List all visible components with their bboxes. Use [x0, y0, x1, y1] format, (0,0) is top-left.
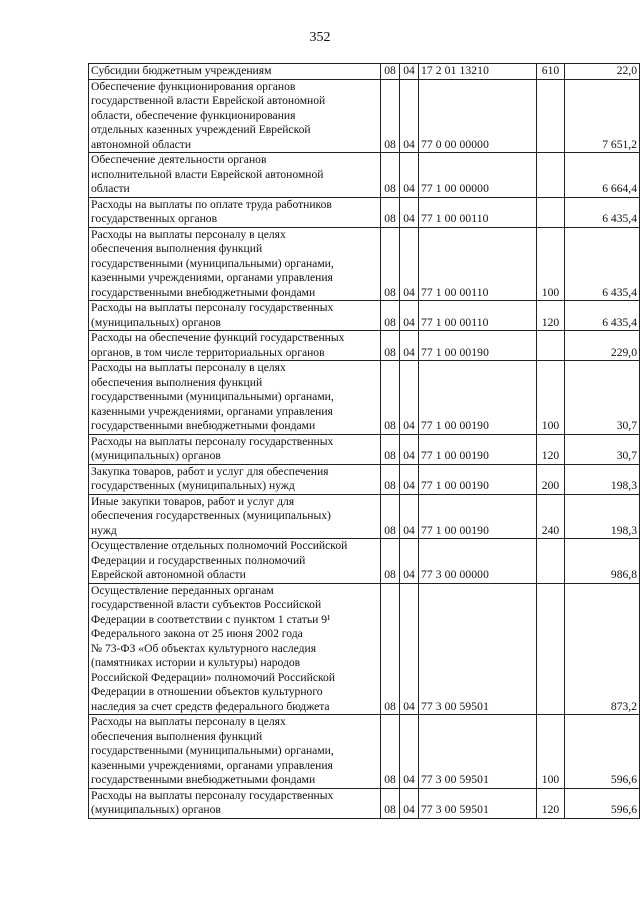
- expense-name: [89, 331, 381, 361]
- expense-type-code: 120: [537, 301, 565, 331]
- target-article-code: 77 1 00 00110: [419, 227, 537, 301]
- table-row: [89, 361, 640, 435]
- expense-name-text: Расходы на выплаты персоналу государственных (муниципальных) органов: [91, 434, 334, 462]
- expense-type-code: [537, 539, 565, 584]
- expense-name: [89, 434, 381, 464]
- target-article-code: 77 0 00 00000: [419, 79, 537, 153]
- expense-name-text: Расходы на выплаты персоналу в целях обеспечения выполнения функций государственными (муниципальными) органами, казенными учреждениями, органами управления государственными внебюджетными фондами: [91, 227, 334, 299]
- section-code: 08: [381, 715, 400, 789]
- expense-type-code: 120: [537, 788, 565, 818]
- amount: 6 435,4: [565, 197, 640, 227]
- expense-name: [89, 494, 381, 539]
- expense-type-code: [537, 583, 565, 715]
- subsection-code: 04: [400, 539, 419, 584]
- expense-name: [89, 788, 381, 818]
- amount: 986,8: [565, 539, 640, 584]
- expense-name: [89, 301, 381, 331]
- table-row: [89, 197, 640, 227]
- table-row: [89, 227, 640, 301]
- expense-name-text: Расходы на выплаты персоналу в целях обеспечения выполнения функций государственными (муниципальными) органами, казенными учреждениями, органами управления государственными внебюджетными фондами: [91, 715, 334, 786]
- subsection-code: 04: [400, 197, 419, 227]
- target-article-code: 77 1 00 00110: [419, 301, 537, 331]
- page-number: 352: [309, 30, 331, 45]
- amount: 873,2: [565, 583, 640, 715]
- subsection-code: 04: [400, 79, 419, 153]
- section-code: 08: [381, 153, 400, 198]
- expense-type-code: 100: [537, 715, 565, 789]
- amount: 229,0: [565, 331, 640, 361]
- expense-type-code: 120: [537, 434, 565, 464]
- target-article-code: 77 1 00 00190: [419, 361, 537, 435]
- subsection-code: 04: [400, 153, 419, 198]
- target-article-code: 77 3 00 59501: [419, 788, 537, 818]
- section-code: 08: [381, 494, 400, 539]
- target-article-code: 77 1 00 00110: [419, 197, 537, 227]
- expense-name-text: Расходы на выплаты персоналу в целях обеспечения выполнения функций государственными (муниципальными) органами, казенными учреждениями, органами управления государственными внебюджетными фондами: [91, 361, 334, 432]
- target-article-code: 77 1 00 00000: [419, 153, 537, 198]
- target-article-code: 77 3 00 59501: [419, 715, 537, 789]
- expense-name-text: Осуществление переданных органам государственной власти субъектов Российской Федерации в соответствии с пунктом 1 статьи 9¹ Федерального закона от 25 июня 2002 года № 73-ФЗ «Об объектах культурного наследия (памятниках истории и культуры) народов Российской Федерации» полномочий Российской Федерации в отношении объектов культурного наследия за счет средств федерального бюджета: [91, 583, 336, 713]
- expense-type-code: [537, 153, 565, 198]
- expense-type-code: [537, 197, 565, 227]
- table-row: [89, 715, 640, 789]
- expense-name: [89, 79, 381, 153]
- subsection-code: 04: [400, 361, 419, 435]
- table-row: [89, 64, 640, 80]
- expense-name-text: Иные закупки товаров, работ и услуг для обеспечения государственных (муниципальных) нужд: [91, 494, 331, 537]
- amount: 6 435,4: [565, 227, 640, 301]
- target-article-code: 77 1 00 00190: [419, 331, 537, 361]
- expense-name-text: Закупка товаров, работ и услуг для обеспечения государственных (муниципальных) нужд: [91, 464, 329, 492]
- amount: 7 651,2: [565, 79, 640, 153]
- subsection-code: 04: [400, 227, 419, 301]
- section-code: 08: [381, 197, 400, 227]
- section-code: 08: [381, 583, 400, 715]
- subsection-code: 04: [400, 64, 419, 80]
- expense-name-text: Обеспечение функционирования органов государственной власти Еврейской автономной области, обеспечение функционирования отдельных казенных учреждений Еврейской автономной области: [91, 79, 326, 151]
- subsection-code: 04: [400, 583, 419, 715]
- amount: 30,7: [565, 434, 640, 464]
- table-row: [89, 301, 640, 331]
- table-row: [89, 788, 640, 818]
- expense-type-code: 610: [537, 64, 565, 80]
- amount: 6 435,4: [565, 301, 640, 331]
- amount: 596,6: [565, 788, 640, 818]
- expense-type-code: 240: [537, 494, 565, 539]
- target-article-code: 77 3 00 59501: [419, 583, 537, 715]
- target-article-code: 77 3 00 00000: [419, 539, 537, 584]
- amount: 22,0: [565, 64, 640, 80]
- expense-name: [89, 227, 381, 301]
- table-row: [89, 79, 640, 153]
- expense-name-text: Субсидии бюджетным учреждениям: [91, 64, 272, 77]
- amount: 596,6: [565, 715, 640, 789]
- section-code: 08: [381, 331, 400, 361]
- expense-name-text: Расходы на выплаты по оплате труда работников государственных органов: [91, 197, 332, 225]
- table-row: [89, 583, 640, 715]
- expense-name: [89, 539, 381, 584]
- table-row: [89, 539, 640, 584]
- section-code: 08: [381, 539, 400, 584]
- section-code: 08: [381, 434, 400, 464]
- expense-name-text: Расходы на обеспечение функций государственных органов, в том числе территориальных органов: [91, 331, 345, 359]
- table-row: [89, 153, 640, 198]
- expense-name: [89, 464, 381, 494]
- target-article-code: 77 1 00 00190: [419, 464, 537, 494]
- table-row: [89, 464, 640, 494]
- expense-type-code: 100: [537, 227, 565, 301]
- subsection-code: 04: [400, 464, 419, 494]
- expense-name-text: Расходы на выплаты персоналу государственных (муниципальных) органов: [91, 301, 334, 329]
- subsection-code: 04: [400, 715, 419, 789]
- table-row: [89, 494, 640, 539]
- section-code: 08: [381, 361, 400, 435]
- amount: 6 664,4: [565, 153, 640, 198]
- expense-type-code: [537, 79, 565, 153]
- section-code: 08: [381, 301, 400, 331]
- section-code: 08: [381, 64, 400, 80]
- expense-name-text: Осуществление отдельных полномочий Российской Федерации и государственных полномочий Еврейской автономной области: [91, 539, 348, 581]
- target-article-code: 17 2 01 13210: [419, 64, 537, 80]
- subsection-code: 04: [400, 331, 419, 361]
- budget-table-body: [89, 64, 640, 819]
- budget-table: [88, 63, 640, 819]
- target-article-code: 77 1 00 00190: [419, 494, 537, 539]
- expense-name: [89, 153, 381, 198]
- section-code: 08: [381, 227, 400, 301]
- table-row: [89, 331, 640, 361]
- subsection-code: 04: [400, 788, 419, 818]
- expense-name: [89, 64, 381, 80]
- expense-name-text: Обеспечение деятельности органов исполнительной власти Еврейской автономной области: [91, 153, 324, 195]
- expense-name: [89, 583, 381, 715]
- subsection-code: 04: [400, 434, 419, 464]
- amount: 198,3: [565, 494, 640, 539]
- expense-name-text: Расходы на выплаты персоналу государственных (муниципальных) органов: [91, 788, 334, 816]
- amount: 30,7: [565, 361, 640, 435]
- expense-type-code: [537, 331, 565, 361]
- amount: 198,3: [565, 464, 640, 494]
- expense-name: [89, 715, 381, 789]
- subsection-code: 04: [400, 494, 419, 539]
- expense-name: [89, 197, 381, 227]
- section-code: 08: [381, 788, 400, 818]
- subsection-code: 04: [400, 301, 419, 331]
- expense-type-code: 200: [537, 464, 565, 494]
- table-row: [89, 434, 640, 464]
- section-code: 08: [381, 464, 400, 494]
- section-code: 08: [381, 79, 400, 153]
- expense-type-code: 100: [537, 361, 565, 435]
- expense-name: [89, 361, 381, 435]
- target-article-code: 77 1 00 00190: [419, 434, 537, 464]
